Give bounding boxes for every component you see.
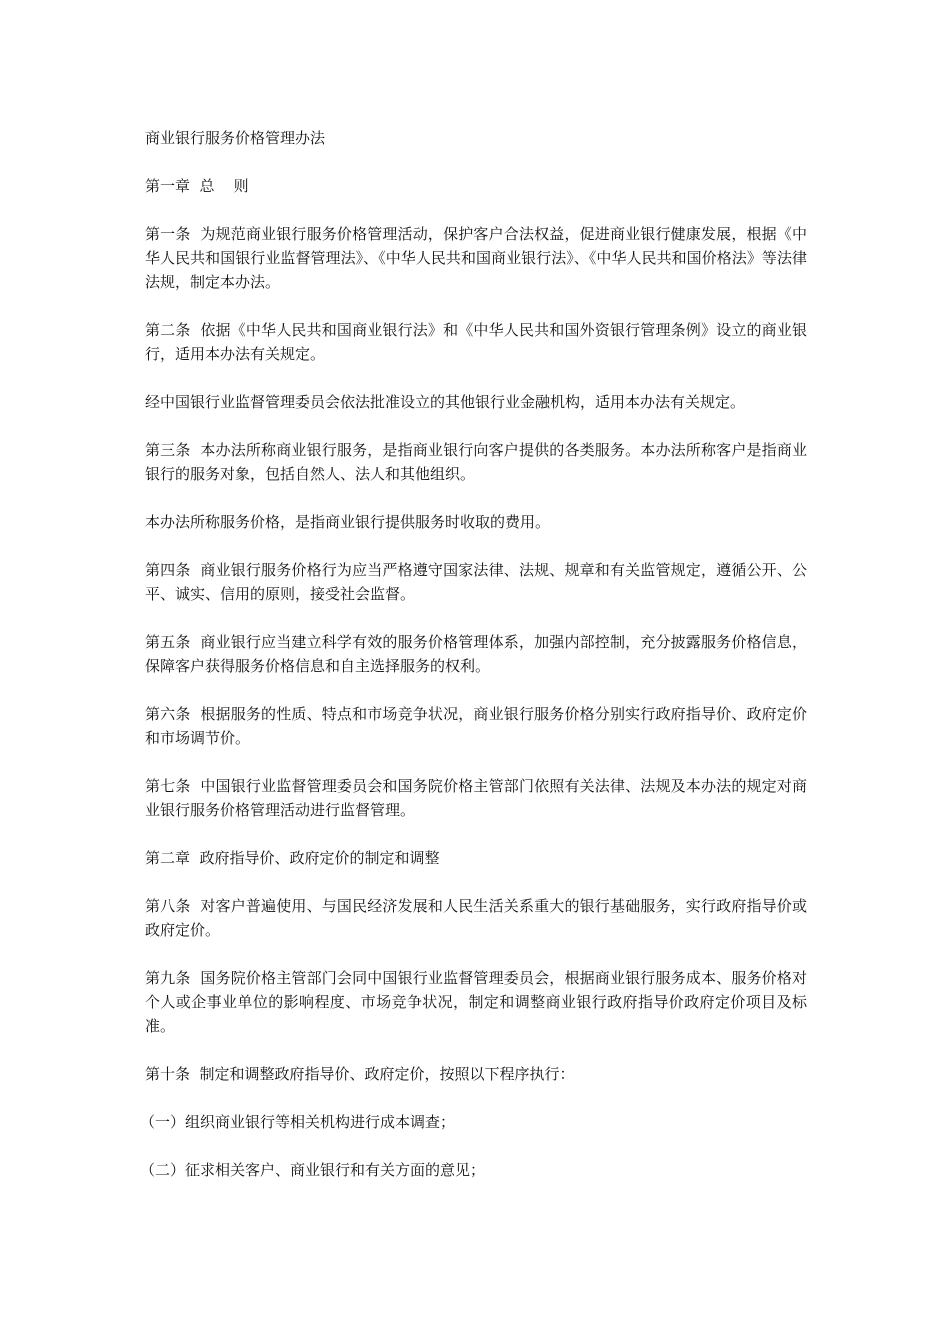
article-4: 第四条 商业银行服务价格行为应当严格遵守国家法律、法规、规章和有关监管规定，遵循公开、公平、诚实、信用的原则，接受社会监督。 xyxy=(145,561,807,603)
article-5: 第五条 商业银行应当建立科学有效的服务价格管理体系，加强内部控制，充分披露服务价格信息，保障客户获得服务价格信息和自主选择服务的权利。 xyxy=(145,633,807,675)
article-2: 第二条 依据《中华人民共和国商业银行法》和《中华人民共和国外资银行管理条例》设立的商业银行，适用本办法有关规定。 xyxy=(145,321,807,363)
article-2-paragraph-2: 经中国银行业监督管理委员会依法批准设立的其他银行业金融机构，适用本办法有关规定。 xyxy=(145,393,746,411)
article-3-paragraph-2: 本办法所称服务价格，是指商业银行提供服务时收取的费用。 xyxy=(145,513,551,531)
article-1: 第一条 为规范商业银行服务价格管理活动，保护客户合法权益，促进商业银行健康发展，根据《中华人民共和国银行业监督管理法》、《中华人民共和国商业银行法》、《中华人民共和国价格法》等法律法规，制定本办法。 xyxy=(145,225,807,291)
article-3: 第三条 本办法所称商业银行服务，是指商业银行向客户提供的各类服务。本办法所称客户是指商业银行的服务对象，包括自然人、法人和其他组织。 xyxy=(145,441,807,483)
list-item-2: （二）征求相关客户、商业银行和有关方面的意见； xyxy=(140,1161,486,1179)
chapter-heading-1: 第一章 总 则 xyxy=(145,177,249,195)
article-8: 第八条 对客户普遍使用、与国民经济发展和人民生活关系重大的银行基础服务，实行政府指导价或政府定价。 xyxy=(145,897,807,939)
article-9: 第九条 国务院价格主管部门会同中国银行业监督管理委员会，根据商业银行服务成本、服务价格对个人或企事业单位的影响程度、市场竞争状况，制定和调整商业银行政府指导价政府定价项目及标准。 xyxy=(145,969,807,1035)
article-7: 第七条 中国银行业监督管理委员会和国务院价格主管部门依照有关法律、法规及本办法的规定对商业银行服务价格管理活动进行监督管理。 xyxy=(145,777,807,819)
document-body xyxy=(140,126,807,1206)
list-item-1: （一）组织商业银行等相关机构进行成本调查； xyxy=(140,1113,456,1131)
chapter-heading-2: 第二章 政府指导价、政府定价的制定和调整 xyxy=(145,849,440,867)
article-6: 第六条 根据服务的性质、特点和市场竞争状况，商业银行服务价格分别实行政府指导价、政府定价和市场调节价。 xyxy=(145,705,807,747)
article-10: 第十条 制定和调整政府指导价、政府定价，按照以下程序执行： xyxy=(145,1065,575,1083)
document-title: 商业银行服务价格管理办法 xyxy=(145,129,326,147)
